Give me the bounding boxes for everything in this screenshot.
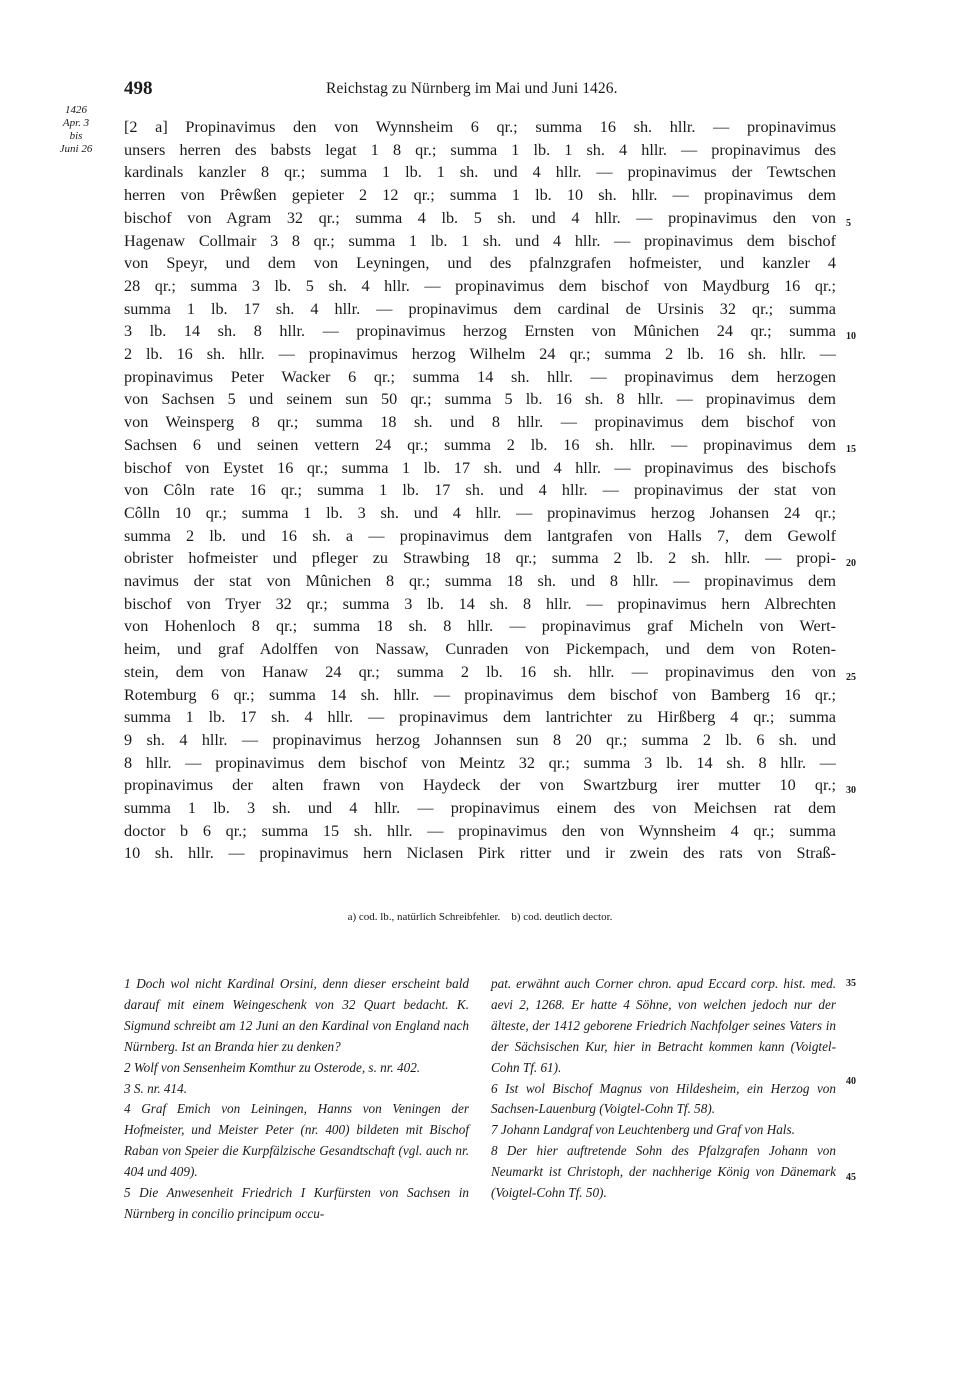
footnotes-left-column [124,974,469,1225]
text-line: summa 1 lb. 17 sh. 4 hllr. — propinavimus dem cardinal de Ursinis 32 qr.; summa [124,299,836,318]
right-footnote: 7 Johann Landgraf von Leuchtenberg und Graf von Hals. [491,1122,795,1138]
text-line: von Hohenloch 8 qr.; summa 18 sh. 8 hllr. — propinavimus graf Micheln von Wert- [124,617,836,636]
text-line: Côlln 10 qr.; summa 1 lb. 3 sh. und 4 hllr. — propinavimus herzog Johansen 24 qr.; [124,503,836,522]
text-line: 3 lb. 14 sh. 8 hllr. — propinavimus herzog Ernsten von Mûnichen 24 qr.; summa [124,322,836,341]
text-line: propinavimus der alten frawn von Haydeck der von Swartzburg irer mutter 10 qr.; [124,776,836,795]
text-line: unsers herren des babsts legat 1 8 qr.; summa 1 lb. 1 sh. 4 hllr. — propinavimus des [124,140,836,159]
left-footnote: 5 Die Anwesenheit Friedrich I Kurfürsten von Sachsen in Nürnberg in concilio principum occu- [124,1185,469,1221]
margin-date-start: Apr. 3 [62,117,90,129]
text-line: bischof von Eystet 16 qr.; summa 1 lb. 17 sh. und 4 hllr. — propinavimus des bischofs [124,458,836,477]
margin-date-year: 1426 [65,104,87,116]
critical-apparatus [124,911,836,923]
text-line: summa 1 lb. 3 sh. und 4 hllr. — propinavimus einem des von Meichsen rat dem [124,799,836,817]
apparatus-note-a: a) cod. lb., natürlich Schreibfehler. [347,911,501,923]
footnote-line-number: 35 [846,978,856,989]
line-number: 25 [846,672,856,683]
text-line: 8 hllr. — propinavimus dem bischof von Meintz 32 qr.; summa 3 lb. 14 sh. 8 hllr. — [124,753,836,772]
text-line: 2 lb. 16 sh. hllr. — propinavimus herzog Wilhelm 24 qr.; summa 2 lb. 16 sh. hllr. — [124,345,836,363]
right-footnote: pat. erwähnt auch Corner chron. apud Eccard corp. hist. med. aevi 2, 1268. Er hatte 4 Söhne, von welchen jedoch nur der älteste, der 1412 geborene Friedrich Nachfolger seines Vaters in der Sächsischen Kur, hier in Betracht kommen kann (Voigtel-Cohn Tf. 61). [491,976,836,1075]
right-footnote: 8 Der hier auftretende Sohn des Pfalzgrafen Johann von Neumarkt ist Christoph, der nachherige König von Dänemark (Voigtel-Cohn Tf. 50). [491,1143,836,1201]
line-number: 10 [846,331,856,342]
text-line: heim, und graf Adolffen von Nassaw, Cunraden von Pickempach, und dem von Roten- [124,640,836,659]
left-footnote: 4 Graf Emich von Leiningen, Hanns von Veningen der Hofmeister, und Meister Peter (nr. 400) bildeten mit Bischof Raban von Speier die Kurpfälzische Gesandtschaft (vgl. auch nr. 404 und 409). [124,1101,469,1180]
text-line: bischof von Agram 32 qr.; summa 4 lb. 5 sh. und 4 hllr. — propinavimus den von [124,208,836,227]
text-line: 28 qr.; summa 3 lb. 5 sh. 4 hllr. — propinavimus dem bischof von Maydburg 16 qr.; [124,276,836,295]
text-line: stein, dem von Hanaw 24 qr.; summa 2 lb. 16 sh. hllr. — propinavimus den von [124,662,836,681]
footnote-line-number: 40 [846,1076,856,1087]
left-footnote: 1 Doch wol nicht Kardinal Orsini, denn dieser erscheint bald darauf mit einem Weingeschenk von 32 Quart bedacht. K. Sigmund schreibt am 12 Juni an den Kardinal von England nach Nürnberg. Ist an Branda hier zu denken? [124,976,469,1054]
footnotes-right-column [491,974,836,1204]
text-line: kardinals kanzler 8 qr.; summa 1 lb. 1 sh. und 4 hllr. — propinavimus der Tewtschen [124,163,836,182]
text-line: herren von Prêwßen gepieter 2 12 qr.; summa 1 lb. 10 sh. hllr. — propinavimus dem [124,186,836,205]
left-footnote: 3 S. nr. 414. [124,1080,188,1096]
line-number: 15 [846,444,856,455]
line-number: 20 [846,558,856,569]
line-number: 5 [846,218,851,229]
text-line: Sachsen 6 und seinen vettern 24 qr.; summa 2 lb. 16 sh. hllr. — propinavimus dem [124,435,836,454]
left-footnote: 2 Wolf von Sensenheim Komthur zu Osterode, s. nr. 402. [124,1059,421,1075]
text-line: doctor b 6 qr.; summa 15 sh. hllr. — propinavimus den von Wynnsheim 4 qr.; summa [124,821,836,840]
text-line: obrister hofmeister und pfleger zu Strawbing 18 qr.; summa 2 lb. 2 sh. hllr. — propi- [124,549,836,568]
text-line: navimus der stat von Mûnichen 8 qr.; summa 18 sh. und 8 hllr. — propinavimus dem [124,572,836,590]
text-line: 9 sh. 4 hllr. — propinavimus herzog Johannsen sun 8 20 qr.; summa 2 lb. 6 sh. und [124,730,836,749]
text-line: summa 2 lb. und 16 sh. a — propinavimus dem lantgrafen von Halls 7, dem Gewolf [124,526,836,545]
text-line: 10 sh. hllr. — propinavimus hern Niclasen Pirk ritter und ir zwein des rats von Straß- [124,844,836,863]
margin-date-bis: bis [69,130,83,142]
text-line: bischof von Tryer 32 qr.; summa 3 lb. 14 sh. 8 hllr. — propinavimus hern Albrechten [124,594,836,613]
text-line: von Côln rate 16 qr.; summa 1 lb. 17 sh. und 4 hllr. — propinavimus der stat von [124,481,836,500]
line-number: 30 [846,785,856,796]
apparatus-note-b: b) cod. deutlich dector. [511,911,613,923]
margin-date-end: Juni 26 [59,143,93,155]
right-footnote: 6 Ist wol Bischof Magnus von Hildesheim, ein Herzog von Sachsen-Lauenburg (Voigtel-Cohn Tf. 58). [491,1080,836,1117]
text-line: Hagenaw Collmair 3 8 qr.; summa 1 lb. 1 sh. und 4 hllr. — propinavimus dem bischof [124,231,836,250]
text-line: Rotemburg 6 qr.; summa 14 sh. hllr. — propinavimus dem bischof von Bamberg 16 qr.; [124,685,836,704]
text-line: von Sachsen 5 und seinem sun 50 qr.; summa 5 lb. 16 sh. 8 hllr. — propinavimus dem [124,390,836,409]
footnote-line-number: 45 [846,1172,856,1183]
text-line: [2 a] Propinavimus den von Wynnsheim 6 qr.; summa 16 sh. hllr. — propinavimus [124,118,836,136]
text-line: von Speyr, und dem von Leyningen, und des pfalnzgrafen hofmeister, und kanzler 4 [124,254,836,273]
text-line: summa 1 lb. 17 sh. 4 hllr. — propinavimus dem lantrichter zu Hirßberg 4 qr.; summa [124,708,836,727]
text-line: propinavimus Peter Wacker 6 qr.; summa 14 sh. hllr. — propinavimus dem herzogen [124,367,836,386]
page-number: 498 [124,78,153,99]
text-line: von Weinsperg 8 qr.; summa 18 sh. und 8 hllr. — propinavimus dem bischof von [124,413,836,432]
running-title: Reichstag zu Nürnberg im Mai und Juni 1426. [326,80,618,97]
